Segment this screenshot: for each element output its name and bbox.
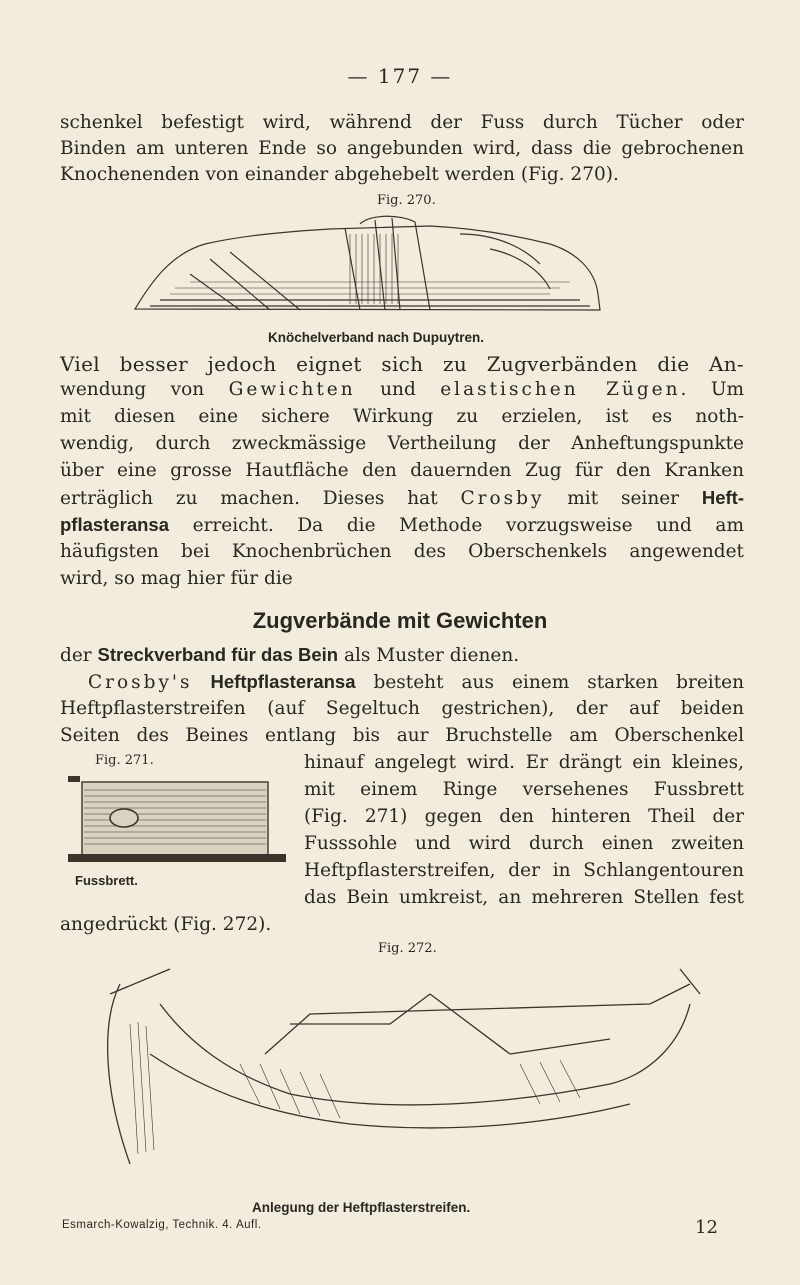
text-line: Knochenenden von einander abgehebelt werden (Fig. 270). <box>60 164 619 185</box>
text-line: der Streckverband für das Bein als Muster dienen. <box>60 644 520 666</box>
signature-mark: 12 <box>695 1217 718 1238</box>
section-heading: Zugverbände mit Gewichten <box>252 608 548 633</box>
text-line: angedrückt (Fig. 272). <box>60 914 272 935</box>
text-line: Crosby's Heftpflasteransa besteht aus einem starken breiten <box>88 671 744 693</box>
footer-imprint: Esmarch-Kowalzig, Technik. 4. Aufl. <box>62 1219 262 1231</box>
text-line: (Fig. 271) gegen den hinteren Theil der <box>304 806 744 827</box>
text-line: mit diesen eine sichere Wirkung zu erzielen, ist es noth- <box>60 406 744 427</box>
text-line: Seiten des Beines entlang bis aur Bruchstelle am Oberschenkel <box>60 725 744 746</box>
text-line: wendung von Gewichten und elastischen Zügen. Um <box>60 379 744 400</box>
text-line: pflasteransa erreicht. Da die Methode vorzugsweise und am <box>60 514 744 536</box>
figure-272-adhesive-strips <box>90 964 710 1184</box>
figure-270-caption: Knöchelverband nach Dupuytren. <box>268 330 485 345</box>
figure-271-caption: Fussbrett. <box>75 873 138 888</box>
text-line: Fusssohle und wird durch einen zweiten <box>304 833 744 854</box>
text-line: mit einem Ringe versehenes Fussbrett <box>304 779 744 800</box>
figure-270-label: Fig. 270. <box>377 193 436 208</box>
text-line: über eine grosse Hautfläche den dauernden Zug für den Kranken <box>60 460 744 481</box>
figure-270-ankle-bandage <box>130 214 610 319</box>
page-number: — 177 — <box>347 64 453 88</box>
figure-272-label: Fig. 272. <box>378 941 437 956</box>
text-line: Binden am unteren Ende so angebunden wird, dass die gebrochenen <box>60 138 744 159</box>
text-line: das Bein umkreist, an mehreren Stellen fest <box>304 887 744 908</box>
figure-272-caption: Anlegung der Heftpflasterstreifen. <box>252 1200 471 1215</box>
text-line: erträglich zu machen. Dieses hat Crosby mit seiner Heft- <box>60 487 744 509</box>
text-line: Heftpflasterstreifen, der in Schlangentouren <box>304 860 744 881</box>
text-line: wendig, durch zweckmässige Vertheilung der Anheftungspunkte <box>60 433 744 454</box>
figure-271-footboard <box>64 774 290 866</box>
text-line: Heftpflasterstreifen (auf Segeltuch gestrichen), der auf beiden <box>60 698 744 719</box>
text-line: hinauf angelegt wird. Er drängt ein kleines, <box>304 752 744 773</box>
text-line: wird, so mag hier für die <box>60 568 293 589</box>
text-line: häufigsten bei Knochenbrüchen des Oberschenkels angewendet <box>60 541 744 562</box>
figure-271-label: Fig. 271. <box>95 753 154 768</box>
text-line: schenkel befestigt wird, während der Fuss durch Tücher oder <box>60 112 744 133</box>
text-line: Viel besser jedoch eignet sich zu Zugverbänden die An- <box>60 352 744 376</box>
